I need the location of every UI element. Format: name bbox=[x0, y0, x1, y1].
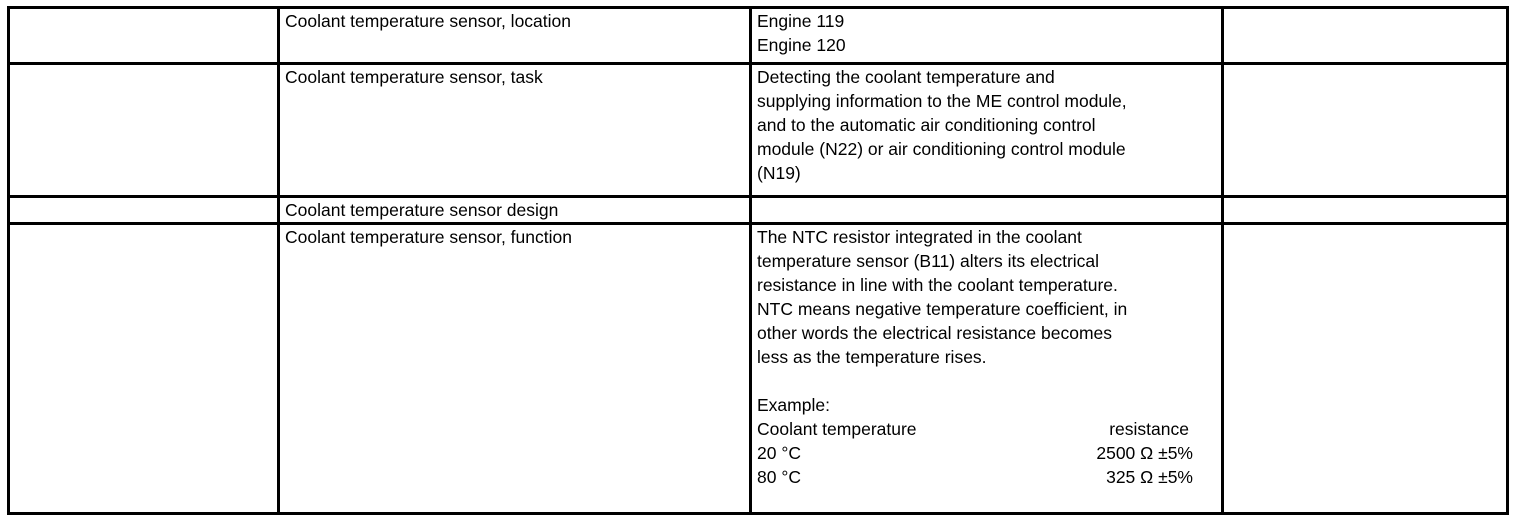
row-label: Coolant temperature sensor, function bbox=[279, 224, 751, 514]
example-temp: 80 °C bbox=[757, 467, 801, 487]
empty-cell bbox=[1223, 224, 1508, 514]
value-line: Engine 120 bbox=[757, 35, 846, 55]
example-col-resistance: resistance bbox=[1109, 419, 1189, 439]
example-col-temperature: Coolant temperature bbox=[757, 419, 917, 439]
table-row bbox=[9, 64, 1508, 197]
empty-cell bbox=[9, 197, 279, 224]
empty-cell bbox=[9, 64, 279, 197]
value-line: and to the automatic air conditioning control bbox=[757, 115, 1096, 135]
empty-cell bbox=[1223, 64, 1508, 197]
row-value bbox=[751, 224, 1223, 514]
value-line: less as the temperature rises. bbox=[757, 347, 987, 367]
example-heading: Example: bbox=[757, 395, 830, 415]
value-line: The NTC resistor integrated in the coolant bbox=[757, 227, 1082, 247]
empty-cell bbox=[9, 224, 279, 514]
example-resistance: 325 Ω ±5% bbox=[1106, 467, 1193, 487]
spec-table bbox=[7, 6, 1509, 515]
value-line: NTC means negative temperature coefficient, in bbox=[757, 299, 1128, 319]
empty-cell bbox=[1223, 197, 1508, 224]
example-temp: 20 °C bbox=[757, 443, 801, 463]
row-label: Coolant temperature sensor design bbox=[279, 197, 751, 224]
value-line: temperature sensor (B11) alters its electrical bbox=[757, 251, 1100, 271]
row-value bbox=[751, 8, 1223, 64]
value-line: (N19) bbox=[757, 163, 801, 183]
value-line: Engine 119 bbox=[757, 11, 845, 31]
value-line: other words the electrical resistance becomes bbox=[757, 323, 1113, 343]
empty-cell bbox=[1223, 8, 1508, 64]
row-label: Coolant temperature sensor, location bbox=[279, 8, 751, 64]
row-label: Coolant temperature sensor, task bbox=[279, 64, 751, 197]
value-line: supplying information to the ME control module, bbox=[757, 91, 1127, 111]
row-value bbox=[751, 197, 1223, 224]
empty-cell bbox=[9, 8, 279, 64]
table-row bbox=[9, 8, 1508, 64]
table-row bbox=[9, 224, 1508, 514]
value-line: resistance in line with the coolant temperature. bbox=[757, 275, 1118, 295]
row-value bbox=[751, 64, 1223, 197]
table-row bbox=[9, 197, 1508, 224]
example-table bbox=[757, 393, 1193, 489]
value-line: Detecting the coolant temperature and bbox=[757, 67, 1055, 87]
value-line: module (N22) or air conditioning control module bbox=[757, 139, 1126, 159]
example-resistance: 2500 Ω ±5% bbox=[1096, 443, 1193, 463]
